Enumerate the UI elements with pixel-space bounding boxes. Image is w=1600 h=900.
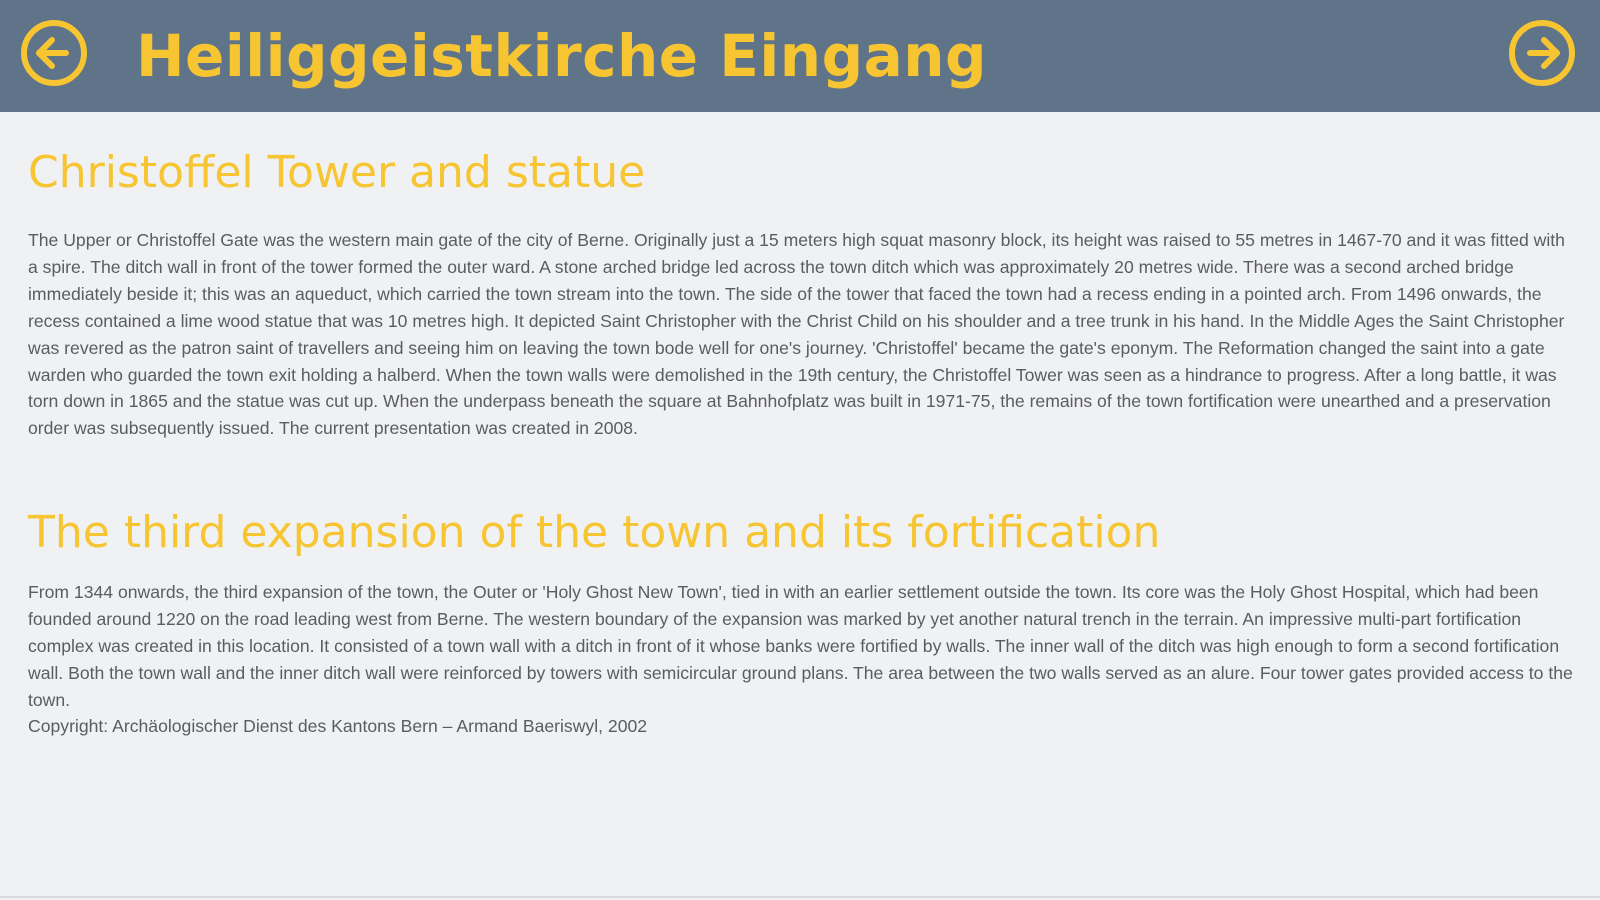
section-body: From 1344 onwards, the third expansion of the town, the Outer or 'Holy Ghost New Town', tied in with an earlier settlement outside the town. Its core was the Holy Ghost Hospital, which had been founded around 1220 on the road leading west from Berne. The western boundary of the expansion was marked by yet another natural trench in the terrain. An impressive multi-part fortification complex was created in this location. It consisted of a town wall with a ditch in front of it whose banks were fortified by walls. The inner wall of the ditch was high enough to form a second fortification wall. Both the town wall and the inner ditch wall were reinforced by towers with semicircular ground plans. The area between the two walls served as an alure. Four tower gates provided access to the town.	[28, 582, 1573, 710]
arrow-left-circle-icon	[27, 26, 81, 80]
article-content	[28, 112, 1576, 892]
section-heading: Christoffel Tower and statue	[28, 147, 646, 198]
back-button[interactable]	[21, 20, 87, 86]
section-body: The Upper or Christoffel Gate was the western main gate of the city of Berne. Originally just a 15 meters high squat masonry block, its height was raised to 55 metres in 1467-70 and it was fitted with a spire. The ditch wall in front of the tower formed the outer ward. A stone arched bridge led across the town ditch which was approximately 20 metres wide. There was a second arched bridge immediately beside it; this was an aqueduct, which carried the town stream into the town. The side of the tower that faced the town had a recess ending in a pointed arch. From 1496 onwards, the recess contained a lime wood statue that was 10 metres high. It depicted Saint Christopher with the Christ Child on his shoulder and a tree trunk in his hand. In the Middle Ages the Saint Christopher was revered as the patron saint of travellers and seeing him on leaving the town bode well for one's journey. 'Christoffel' became the gate's eponym. The Reformation changed the saint into a gate warden who guarded the town exit holding a halberd. When the town walls were demolished in the 19th century, the Christoffel Tower was seen as a hindrance to progress. After a long battle, it was torn down in 1865 and the statue was cut up. When the underpass beneath the square at Bahnhofplatz was built in 1971-75, the remains of the town fortification were unearthed and a preservation order was subsequently issued. The current presentation was created in 2008.	[28, 230, 1565, 439]
bottom-divider	[0, 896, 1600, 898]
section-heading: The third expansion of the town and its fortification	[28, 507, 1161, 558]
next-button[interactable]	[1509, 20, 1575, 86]
page-title: Heiliggeistkirche Eingang	[136, 22, 988, 90]
header-bar	[0, 0, 1600, 112]
copyright-text: Copyright: Archäologischer Dienst des Kantons Bern – Armand Baeriswyl, 2002	[28, 716, 648, 736]
arrow-right-circle-icon	[1515, 26, 1569, 80]
